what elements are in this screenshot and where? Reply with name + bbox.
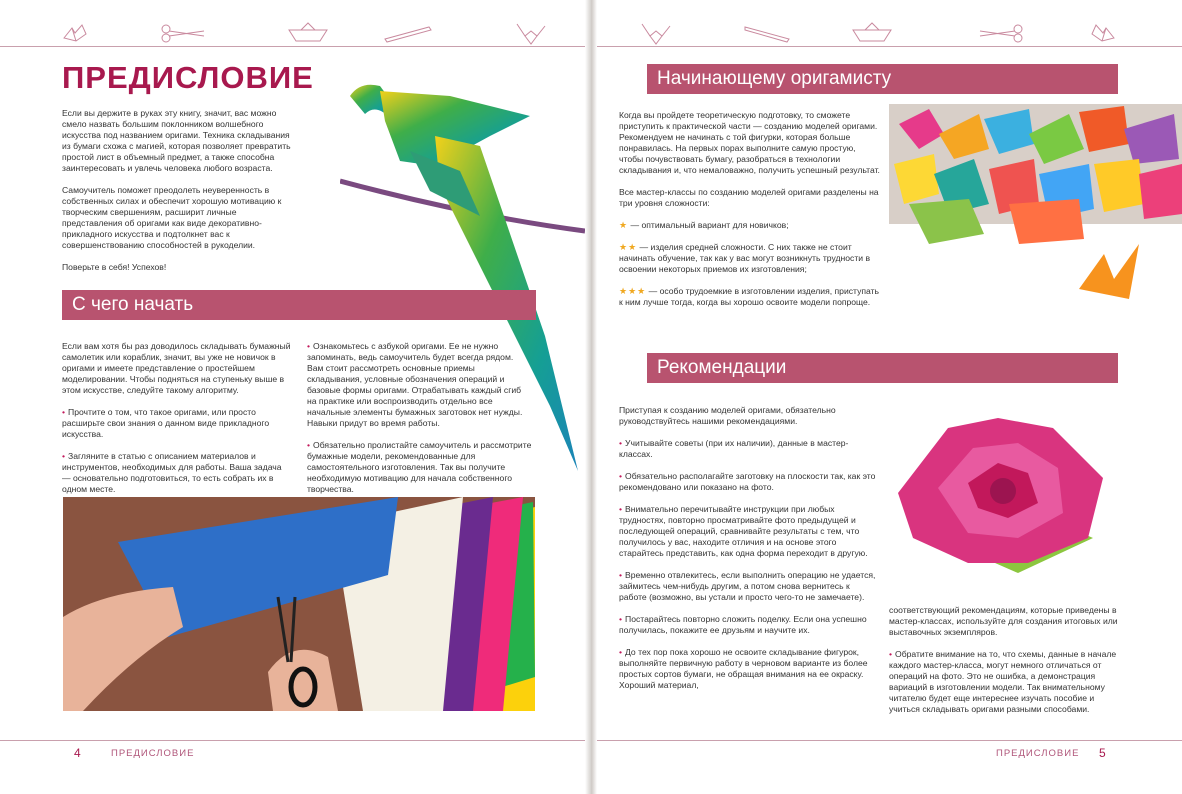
- intro-text: [62, 108, 294, 284]
- level-item: [619, 242, 881, 275]
- bullet-item: • Ознакомьтесь с азбукой оригами. Ее не нужно запоминать, ведь самоучитель будет всегда рядом. Вам стоит рассмотреть основные приемы складывания, условные обозначения операций и базовые формы оригами. Отрабатывать каждый сгиб на практике или воспроизводить отдельно все начальные элементы бумажных заготовок нет нужды. Навыки придут во время работы.: [307, 341, 532, 429]
- banner-recommendations: Рекомендации: [647, 353, 1118, 383]
- bullet-item: • Постарайтесь повторно сложить поделку. Если она успешно получилась, покажите ее друзьям и научите их.: [619, 614, 877, 636]
- boat-icon: [851, 22, 893, 44]
- pencil-icon: [383, 22, 433, 44]
- section-banner: С чего начать: [62, 290, 536, 320]
- bullet-item: • Внимательно перечитывайте инструкции при любых трудностях, повторно просматривайте фото предыдущей и последующей операций, сравнивайте результаты с тем, что получилось у вас, находите отличия и на основе этого старайтесь представить, как одна форма переходит в другую.: [619, 504, 877, 559]
- crane-icon: [515, 22, 547, 46]
- paragraph: Если вам хотя бы раз доводилось складывать бумажный самолетик или кораблик, значит, вы уже не новичок в оригами и имеете представление о простейшем моделировании. Чтобы подняться на ступеньку выше в этом искусстве, следуйте такому алгоритму.: [62, 341, 291, 395]
- bullet-item: • Прочтите о том, что такое оригами, или просто расширьте свои знания о данном виде прикладного искусства.: [62, 407, 292, 440]
- crane-icon: [640, 22, 672, 46]
- paragraph: соответствующий рекомендациям, которые приведены в мастер-классах, используйте для создания итоговых или выставочных экземпляров.: [889, 605, 1118, 637]
- star-rating-icon: ★★★: [619, 286, 647, 296]
- paragraph: Все мастер-классы по созданию моделей оригами разделены на три уровня сложности:: [619, 187, 879, 208]
- scissors-icon: [160, 22, 206, 44]
- star-rating-icon: ★: [619, 220, 629, 230]
- banner-beginner: Начинающему оригамисту: [647, 64, 1118, 94]
- bullet-item: • Обратите внимание на то, что схемы, данные в начале каждого мастер-класса, могут немного отличаться от операций на фото. Это не ошибка, а демонстрация вариаций в изготовлении модели. Так внимательному читателю будет еще интереснее изучать пособие и учиться складывать оригами разными способами.: [889, 649, 1121, 715]
- boat-icon: [287, 22, 329, 44]
- bullet-item: • Обязательно пролистайте самоучитель и рассмотрите бумажные модели, рекомендованные для самостоятельного изготовления. Так вы получите необходимую мотивацию для начала собственного творчества.: [307, 440, 532, 495]
- bullet-item: • Обязательно располагайте заготовку на плоскости так, как это рекомендовано или показано на фото.: [619, 471, 877, 493]
- paragraph: Самоучитель поможет преодолеть неуверенность в собственных силах и обеспечит хорошую мотивацию к творческим свершениям, расширит личные представления об оригами как виде декоративно-прикладного искусства и подтолкнет вас к совершенствованию способностей в рукоделии.: [62, 185, 282, 250]
- bullet-item: • Временно отвлекитесь, если выполнить операцию не удается, займитесь чем-нибудь другим, а потом снова вернитесь к работе (возможно, вы устали и просто чего-то не замечаете).: [619, 570, 877, 603]
- pencil-icon: [743, 22, 793, 44]
- bird-icon: [1090, 22, 1116, 44]
- header-rule: [593, 46, 1182, 47]
- footer-rule: [593, 740, 1182, 741]
- paper-cutting-photo: [63, 497, 535, 711]
- paragraph: Если вы держите в руках эту книгу, значит, вас можно смело назвать большим поклонником волшебного искусства под названием оригами. Техника складывания из бумаги схожа с магией, которая позволяет превратить простой лист в объемный предмет, а также способна заинтересовать и увлечь человека любого возраста.: [62, 108, 291, 173]
- paragraph: Приступая к созданию моделей оригами, обязательно руководствуйтесь нашими рекомендациями.: [619, 405, 836, 426]
- footer-label: ПРЕДИСЛОВИЕ: [996, 748, 1080, 759]
- scissors-icon: [978, 22, 1024, 44]
- paragraph: Когда вы пройдете теоретическую подготовку, то сможете приступить к практической части — созданию моделей оригами. Рекомендуем не начинать с той фигурки, которая больше понравилась. На первых порах выполните самую простую, чтобы почувствовать бумагу, разобраться в технологии складывания и, что немаловажно, получить успешный результат.: [619, 110, 880, 175]
- bullet-item: • Учитывайте советы (при их наличии), данные в мастер-классах.: [619, 438, 877, 460]
- bullet-item: • Загляните в статью с описанием материалов и инструментов, необходимых для работы. Ваша задача — основательно подготовиться, то есть собрать их в одном месте.: [62, 451, 292, 495]
- bullet-item: • До тех пор пока хорошо не освоите складывание фигурок, выполняйте первичную работу в черновом варианте из более простых сортов бумаги, не обращая внимания на ее окраску. Хороший материал,: [619, 647, 877, 691]
- col1-text: [62, 341, 292, 506]
- level-text: — оптимальный вариант для новичков;: [630, 220, 789, 230]
- footer-label: ПРЕДИСЛОВИЕ: [111, 748, 195, 759]
- origami-rose-image: [878, 388, 1128, 596]
- paragraph: Поверьте в себя! Успехов!: [62, 262, 167, 272]
- footer-rule: [0, 740, 589, 741]
- star-rating-icon: ★★: [619, 242, 638, 252]
- origami-cranes-photo: [889, 104, 1182, 322]
- book-gutter: [585, 0, 597, 794]
- header-rule: [0, 46, 589, 47]
- level-item: [619, 286, 881, 308]
- level-item: [619, 220, 881, 231]
- rec-col2-text: [889, 605, 1121, 726]
- col2-text: [307, 341, 532, 506]
- rec-col1-text: [619, 405, 877, 702]
- page-number: 5: [1099, 746, 1106, 760]
- beginner-text: [619, 110, 881, 319]
- level-text: — особо трудоемкие в изготовлении изделия, приступать к ним лучше тогда, когда вы хорошо освоите модели попроще.: [619, 286, 880, 307]
- page-title: ПРЕДИСЛОВИЕ: [62, 60, 314, 95]
- level-text: — изделия средней сложности. С них также не стоит начинать обучение, так как у вас могут возникнуть трудности в освоении некоторых приемов их изготовления;: [619, 242, 871, 274]
- bird-icon: [62, 22, 88, 44]
- left-page: [0, 0, 589, 794]
- page-number: 4: [74, 746, 81, 760]
- right-page: [593, 0, 1182, 794]
